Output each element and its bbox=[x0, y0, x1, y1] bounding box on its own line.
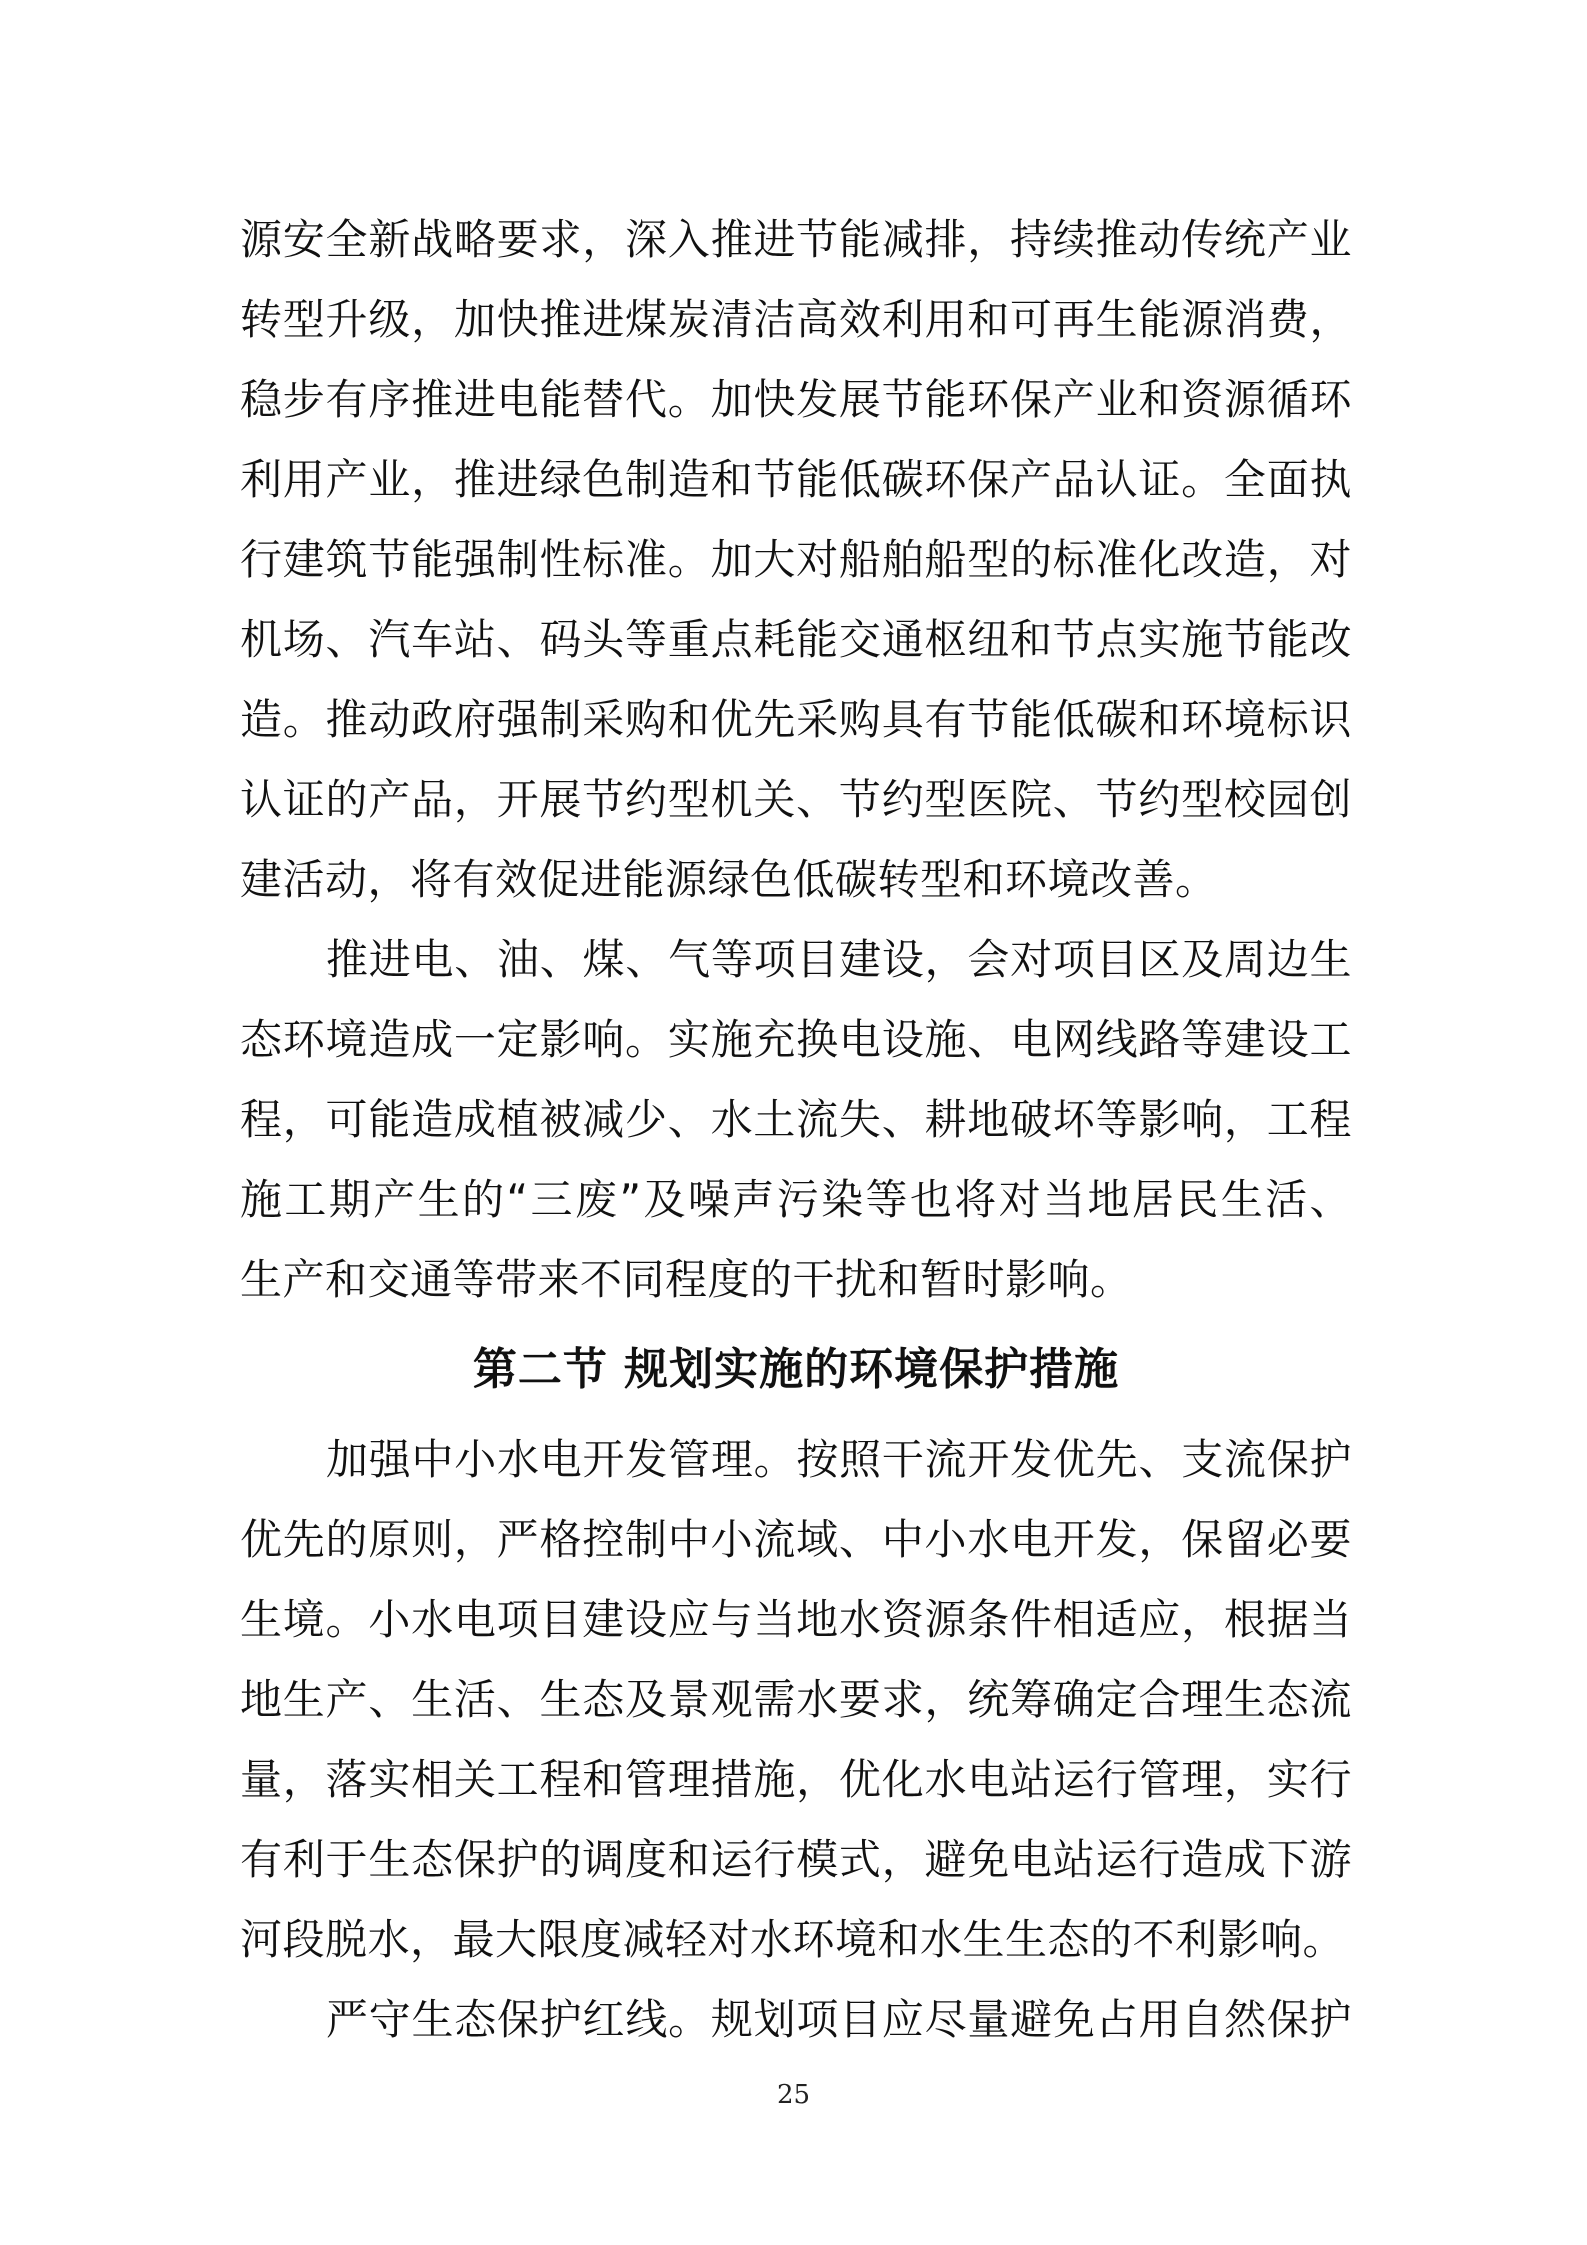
text-line: 转型升级，加快推进煤炭清洁高效利用和可再生能源消费， bbox=[240, 295, 1352, 344]
text-line: 程，可能造成植被减少、水土流失、耕地破坏等影响，工程 bbox=[240, 1095, 1352, 1144]
page-number: 25 bbox=[776, 2080, 811, 2110]
text-line: 源安全新战略要求，深入推进节能减排，持续推动传统产业 bbox=[240, 215, 1352, 264]
text-line: 河段脱水，最大限度减轻对水环境和水生生态的不利影响。 bbox=[240, 1915, 1346, 1964]
text-line: 地生产、生活、生态及景观需水要求，统筹确定合理生态流 bbox=[240, 1675, 1352, 1724]
text-line: 态环境造成一定影响。实施充换电设施、电网线路等建设工 bbox=[240, 1015, 1352, 1064]
section-heading: 第二节 规划实施的环境保护措施 bbox=[472, 1344, 1120, 1395]
text-line: 利用产业，推进绿色制造和节能低碳环保产品认证。全面执 bbox=[240, 455, 1352, 504]
text-line: 严守生态保护红线。规划项目应尽量避免占用自然保护 bbox=[326, 1995, 1352, 2044]
text-line: 行建筑节能强制性标准。加大对船舶船型的标准化改造，对 bbox=[240, 535, 1352, 584]
text-line: 建活动，将有效促进能源绿色低碳转型和环境改善。 bbox=[240, 855, 1218, 904]
text-line: 生产和交通等带来不同程度的干扰和暂时影响。 bbox=[240, 1255, 1133, 1304]
paragraph-hydropower-management bbox=[240, 1420, 1352, 1980]
text-line: 推进电、油、煤、气等项目建设，会对项目区及周边生 bbox=[326, 935, 1352, 984]
body-text bbox=[240, 200, 1352, 2060]
text-line: 稳步有序推进电能替代。加快发展节能环保产业和资源循环 bbox=[240, 375, 1352, 424]
paragraph-ecological-redline bbox=[240, 1980, 1352, 2060]
text-line: 施工期产生的“三废”及噪声污染等也将对当地居民生活、 bbox=[240, 1175, 1352, 1224]
text-line: 量，落实相关工程和管理措施，优化水电站运行管理，实行 bbox=[240, 1755, 1352, 1804]
text-line: 机场、汽车站、码头等重点耗能交通枢纽和节点实施节能改 bbox=[240, 615, 1352, 664]
text-line: 造。推动政府强制采购和优先采购具有节能低碳和环境标识 bbox=[240, 695, 1352, 744]
text-line: 加强中小水电开发管理。按照干流开发优先、支流保护 bbox=[326, 1435, 1352, 1484]
text-line: 有利于生态保护的调度和运行模式，避免电站运行造成下游 bbox=[240, 1835, 1352, 1884]
text-line: 优先的原则，严格控制中小流域、中小水电开发，保留必要 bbox=[240, 1515, 1352, 1564]
paragraph-project-impact bbox=[240, 920, 1352, 1320]
text-line: 认证的产品，开展节约型机关、节约型医院、节约型校园创 bbox=[240, 775, 1352, 824]
text-line: 生境。小水电项目建设应与当地水资源条件相适应，根据当 bbox=[240, 1595, 1352, 1644]
paragraph-energy-transition bbox=[240, 200, 1352, 920]
